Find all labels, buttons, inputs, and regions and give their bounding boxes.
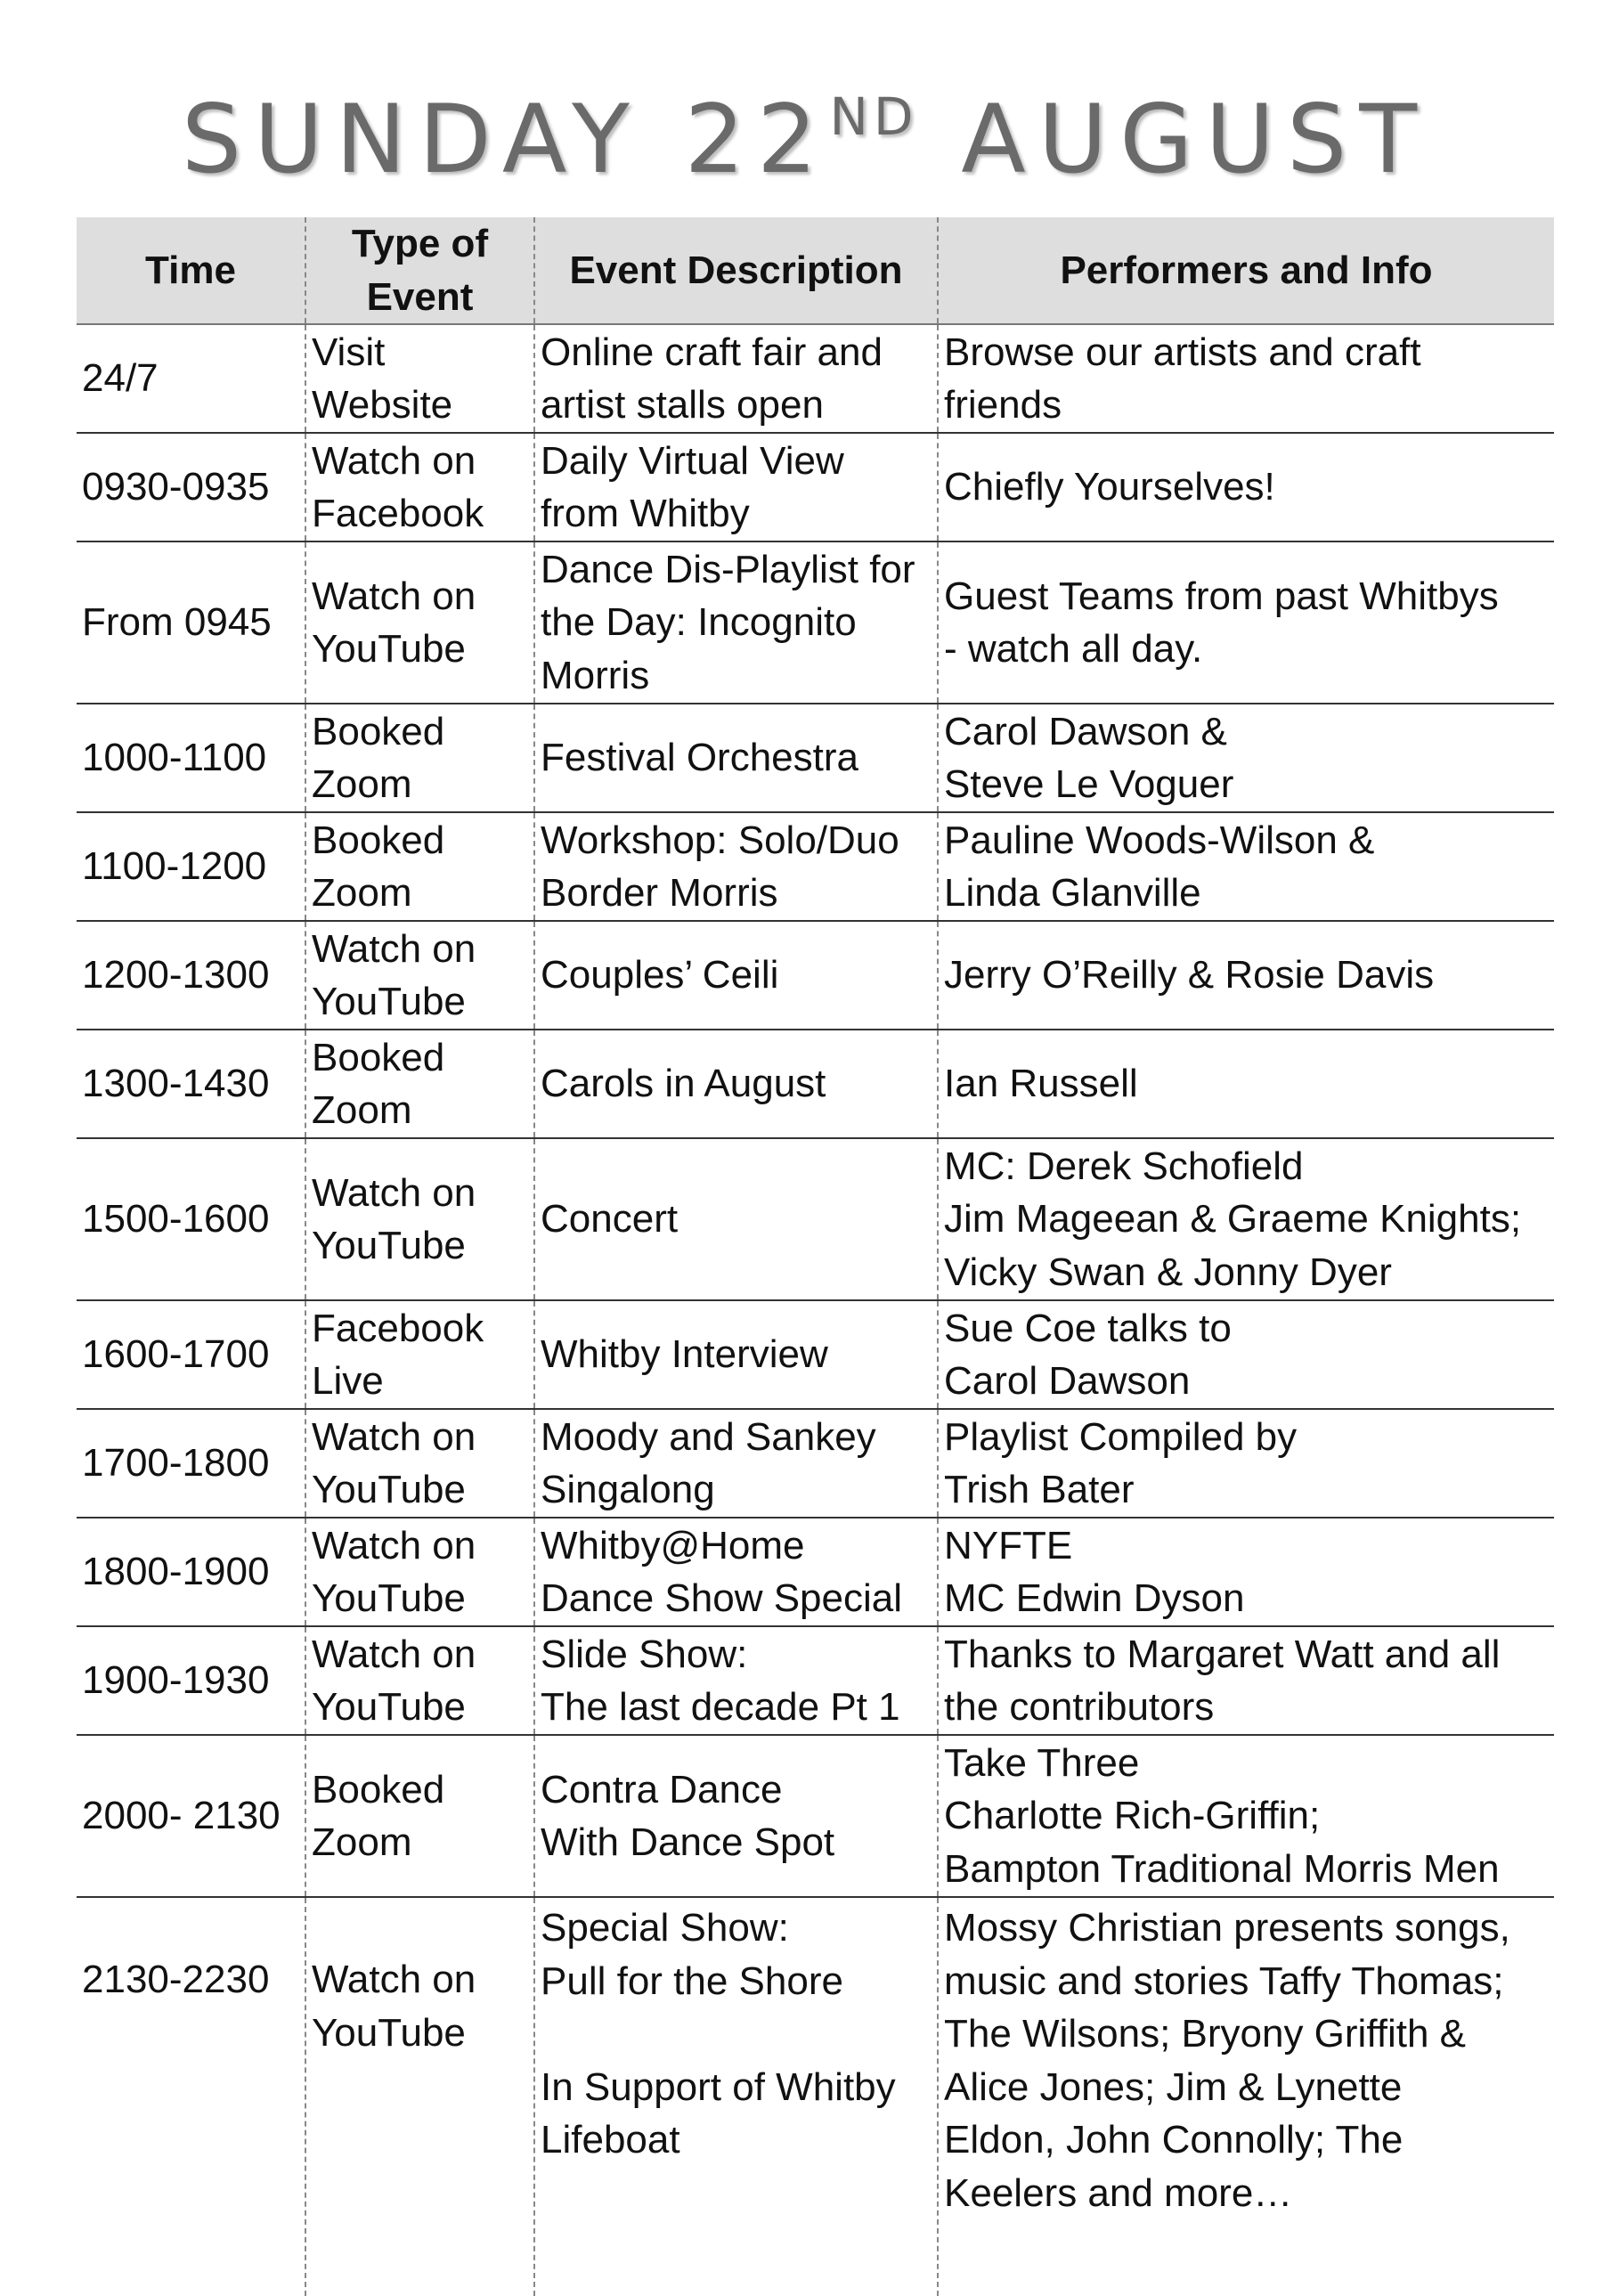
cell-description-line: Pull for the Shore: [541, 1958, 843, 2003]
cell-description-line: Border Morris: [541, 871, 778, 915]
cell-description-line: artist stalls open: [541, 383, 824, 427]
cell-type-line: Booked: [312, 818, 445, 862]
cell-type: [305, 921, 534, 1030]
cell-performers-line: Take Three: [944, 1740, 1140, 1785]
schedule-row: [77, 1735, 1554, 1897]
cell-performers-line: Alice Jones; Jim & Lynette: [944, 2064, 1403, 2109]
schedule-row: [77, 1626, 1554, 1735]
cell-performers-line: Mossy Christian presents songs,: [944, 1906, 1510, 1950]
cell-description-line: Dance Dis-Playlist for: [541, 547, 915, 591]
cell-type-line: Zoom: [312, 1820, 412, 1864]
cell-performers-line: Jerry O’Reilly & Rosie Davis: [944, 953, 1435, 997]
schedule-row: [77, 324, 1554, 433]
cell-performers: [938, 1030, 1554, 1138]
cell-type-line: Watch on: [312, 1958, 476, 2001]
cell-time: 0930-0935: [77, 433, 305, 541]
cell-performers-line: MC: Derek Schofield: [944, 1144, 1304, 1188]
page-title: [0, 85, 1611, 194]
cell-description-line: Festival Orchestra: [541, 736, 858, 780]
cell-type: [305, 1626, 534, 1735]
cell-description: [534, 324, 938, 433]
cell-time: 2130-2230: [82, 1958, 270, 2001]
cell-description-line: [541, 2007, 932, 2061]
cell-type: [305, 1300, 534, 1409]
cell-performers: [938, 1897, 1554, 2296]
header-row: [77, 217, 1554, 324]
cell-time: 24/7: [77, 324, 305, 433]
header-type: [305, 217, 534, 324]
schedule-row: [77, 812, 1554, 921]
cell-performers-line: Carol Dawson &: [944, 709, 1227, 753]
cell-type-line: YouTube: [312, 1224, 466, 1267]
cell-performers-line: Charlotte Rich-Griffin;: [944, 1794, 1321, 1838]
cell-type-line: Watch on: [312, 438, 476, 483]
cell-time: 1700-1800: [77, 1409, 305, 1518]
cell-type-line: Watch on: [312, 1414, 476, 1459]
cell-performers: [938, 704, 1554, 812]
schedule-row: [77, 1138, 1554, 1300]
cell-type-line: Watch on: [312, 1170, 476, 1215]
cell-description: [534, 921, 938, 1030]
cell-description: [534, 1518, 938, 1626]
schedule-body: [77, 324, 1554, 2296]
cell-performers-line: Carol Dawson: [944, 1359, 1191, 1403]
cell-type: [305, 541, 534, 704]
cell-performers: [938, 1300, 1554, 1409]
schedule-row: [77, 433, 1554, 541]
header-performers: Performers and Info: [938, 217, 1554, 324]
cell-description: [534, 1030, 938, 1138]
cell-description-line: Contra Dance: [541, 1767, 783, 1812]
cell-description: [534, 1300, 938, 1409]
cell-performers: [938, 812, 1554, 921]
cell-performers-line: Vicky Swan & Jonny Dyer: [944, 1250, 1392, 1294]
cell-performers-line: friends: [944, 383, 1062, 427]
schedule-row: [77, 1300, 1554, 1409]
cell-description-line: Singalong: [541, 1468, 715, 1511]
cell-type-line: YouTube: [312, 1576, 466, 1620]
cell-description-line: Moody and Sankey: [541, 1414, 876, 1459]
cell-performers: [938, 1138, 1554, 1300]
cell-description-line: Whitby Interview: [541, 1332, 828, 1377]
cell-description-line: the Day: Incognito: [541, 600, 857, 645]
title-superscript: ND: [829, 86, 919, 147]
cell-description-line: With Dance Spot: [541, 1820, 835, 1864]
cell-type-line: Zoom: [312, 1088, 412, 1132]
cell-description-line: Lifeboat: [541, 2118, 680, 2162]
cell-description-line: Concert: [541, 1197, 679, 1242]
cell-performers-line: Keelers and more…: [944, 2170, 1293, 2215]
cell-description-line: Dance Show Special: [541, 1576, 903, 1620]
header-type-line: Type of: [351, 222, 489, 265]
header-type-line: Event: [366, 274, 474, 319]
cell-performers: [938, 1735, 1554, 1897]
cell-description-line: Couples’ Ceili: [541, 953, 779, 997]
cell-type-line: YouTube: [312, 2010, 466, 2055]
cell-time: 1300-1430: [77, 1030, 305, 1138]
title-main-left: SUNDAY 22: [181, 85, 830, 194]
cell-description: [534, 1409, 938, 1518]
cell-type-line: Watch on: [312, 574, 476, 618]
cell-performers-line: Thanks to Margaret Watt and all: [944, 1632, 1501, 1676]
cell-performers: [938, 1518, 1554, 1626]
cell-performers-line: Jim Mageean & Graeme Knights;: [944, 1197, 1522, 1242]
cell-time: 2000- 2130: [77, 1735, 305, 1897]
schedule-row: [77, 1897, 1554, 2296]
cell-description-line: Workshop: Solo/Duo: [541, 818, 899, 862]
cell-description-line: Whitby@Home: [541, 1523, 805, 1567]
cell-type: [305, 1409, 534, 1518]
cell-type: [305, 812, 534, 921]
cell-description-line: The last decade Pt 1: [541, 1685, 900, 1729]
cell-type: [305, 1518, 534, 1626]
cell-type-line: Facebook: [312, 1306, 484, 1350]
header-time: Time: [77, 217, 305, 324]
cell-time: From 0945: [77, 541, 305, 704]
cell-description-line: In Support of Whitby: [541, 2064, 896, 2109]
cell-type-line: Visit: [312, 330, 386, 374]
cell-type: [305, 1897, 534, 2296]
schedule-row: [77, 921, 1554, 1030]
cell-performers-line: Playlist Compiled by: [944, 1414, 1298, 1459]
cell-performers-line: Trish Bater: [944, 1468, 1135, 1511]
cell-performers-line: The Wilsons; Bryony Griffith &: [944, 2012, 1467, 2056]
cell-type-line: Watch on: [312, 1523, 476, 1567]
cell-performers-line: music and stories Taffy Thomas;: [944, 1958, 1504, 2003]
cell-type-line: Booked: [312, 1767, 445, 1812]
cell-type: [305, 1030, 534, 1138]
cell-type-line: Zoom: [312, 762, 412, 806]
cell-type-line: Watch on: [312, 926, 476, 971]
cell-description-line: Daily Virtual View: [541, 438, 844, 483]
cell-performers-line: MC Edwin Dyson: [944, 1576, 1245, 1620]
cell-performers: [938, 1626, 1554, 1735]
cell-type: [305, 1138, 534, 1300]
schedule-table: [77, 217, 1554, 2296]
cell-type-line: YouTube: [312, 980, 466, 1023]
title-main-right: AUGUST: [918, 85, 1430, 194]
cell-description: [534, 704, 938, 812]
cell-performers-line: Steve Le Voguer: [944, 762, 1234, 806]
cell-performers: [938, 324, 1554, 433]
cell-performers-line: NYFTE: [944, 1523, 1073, 1567]
cell-type-line: Live: [312, 1359, 384, 1403]
schedule-row: [77, 1518, 1554, 1626]
cell-type-line: Booked: [312, 1035, 445, 1079]
cell-description: [534, 1626, 938, 1735]
cell-type-line: YouTube: [312, 1685, 466, 1729]
cell-performers-line: the contributors: [944, 1685, 1215, 1729]
cell-performers: [938, 433, 1554, 541]
cell-performers-line: Ian Russell: [944, 1062, 1138, 1106]
cell-description-line: Morris: [541, 653, 650, 697]
cell-type-line: Facebook: [312, 492, 484, 535]
cell-performers: [938, 541, 1554, 704]
cell-time: 1900-1930: [77, 1626, 305, 1735]
schedule-row: [77, 1409, 1554, 1518]
cell-time: 1600-1700: [77, 1300, 305, 1409]
cell-performers-line: Guest Teams from past Whitbys: [944, 574, 1499, 618]
cell-performers-line: - watch all day.: [944, 627, 1203, 671]
cell-performers-line: Bampton Traditional Morris Men: [944, 1846, 1500, 1891]
cell-description: [534, 433, 938, 541]
cell-description: [534, 1735, 938, 1897]
cell-time: 1000-1100: [77, 704, 305, 812]
schedule-row: [77, 704, 1554, 812]
cell-performers-line: Chiefly Yourselves!: [944, 465, 1275, 509]
cell-type: [305, 324, 534, 433]
cell-description: [534, 541, 938, 704]
cell-performers-line: Sue Coe talks to: [944, 1306, 1232, 1350]
cell-type-line: Website: [312, 383, 453, 427]
cell-type: [305, 704, 534, 812]
cell-description-line: Slide Show:: [541, 1632, 748, 1676]
cell-type: [305, 433, 534, 541]
cell-description-line: from Whitby: [541, 492, 750, 535]
cell-description: [534, 1897, 938, 2296]
cell-type-line: Booked: [312, 709, 445, 753]
cell-performers-line: Eldon, John Connolly; The: [944, 2118, 1404, 2162]
cell-time: 1800-1900: [77, 1518, 305, 1626]
cell-type-line: Zoom: [312, 871, 412, 915]
cell-performers-line: Browse our artists and craft: [944, 330, 1421, 374]
cell-time: 1500-1600: [77, 1138, 305, 1300]
cell-description-line: Carols in August: [541, 1062, 826, 1106]
schedule-row: [77, 541, 1554, 704]
cell-performers-line: Linda Glanville: [944, 871, 1201, 915]
cell-type: [305, 1735, 534, 1897]
cell-type-line: YouTube: [312, 627, 466, 671]
header-description: Event Description: [534, 217, 938, 324]
cell-type-line: Watch on: [312, 1632, 476, 1676]
cell-description-line: Special Show:: [541, 1906, 789, 1950]
cell-description: [534, 812, 938, 921]
cell-type-line: YouTube: [312, 1468, 466, 1511]
cell-description: [534, 1138, 938, 1300]
cell-performers: [938, 921, 1554, 1030]
cell-performers-line: Pauline Woods-Wilson &: [944, 818, 1375, 862]
schedule-row: [77, 1030, 1554, 1138]
cell-time: 1200-1300: [77, 921, 305, 1030]
cell-performers: [938, 1409, 1554, 1518]
cell-description-line: Online craft fair and: [541, 330, 883, 374]
cell-time: 1100-1200: [77, 812, 305, 921]
